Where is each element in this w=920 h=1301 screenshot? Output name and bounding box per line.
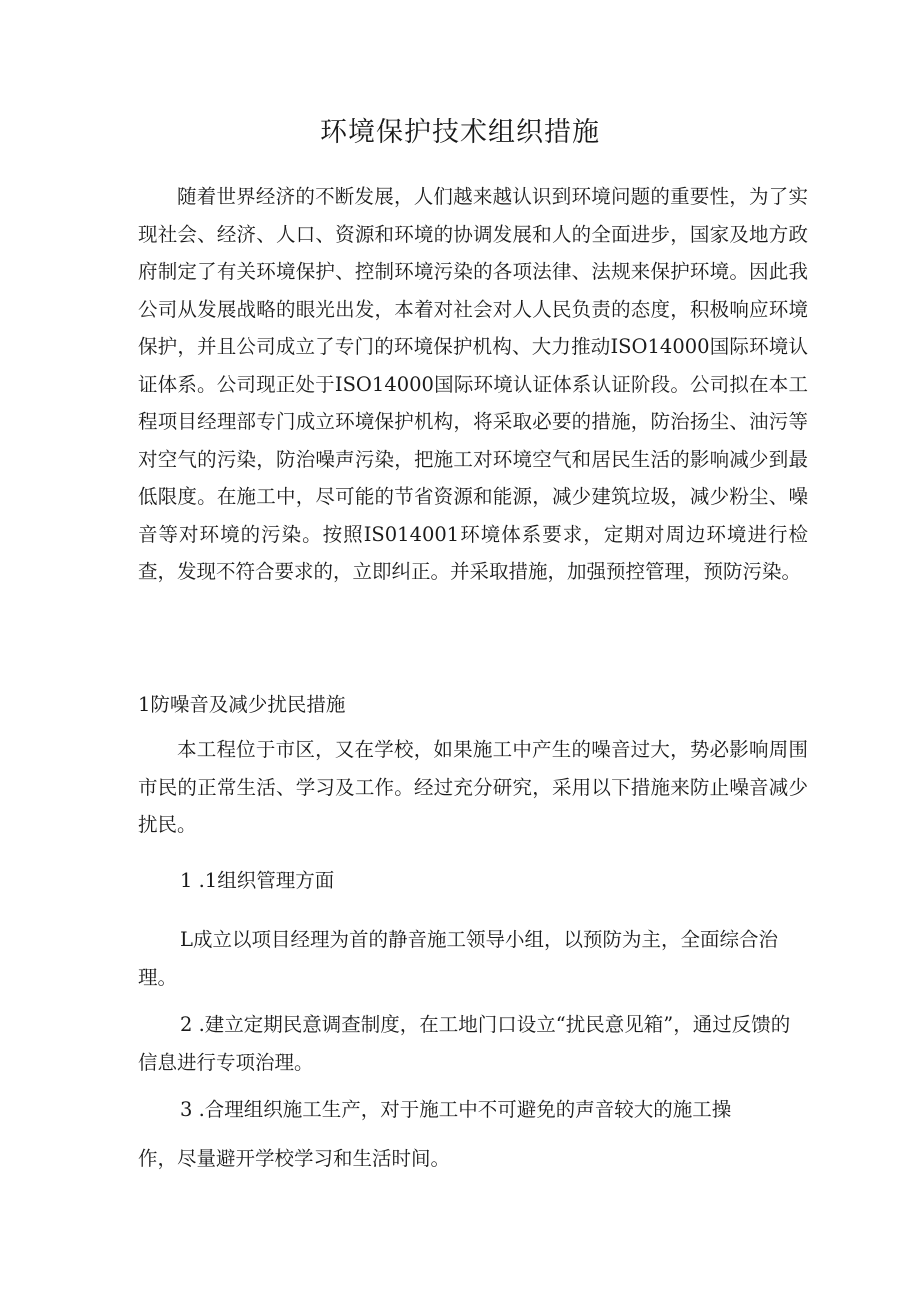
list-item-line: 作，尽量避开学校学习和生活时间。 [138, 1146, 451, 1170]
intro-paragraph: 随着世界经济的不断发展，人们越来越认识到环境问题的重要性，为了实现社会、经济、人口、资源和环境的协调发展和人的全面进步，国家及地方政府制定了有关环境保护、控制环境污染的各项法律、法规来保护环境。因此我公司从发展战略的眼光出发，本着对社会对人人民负责的态度，积极响应环境保护，并且公司成立了专门的环境保护机构、大力推动ISO14000国际环境认证体系。公司现正处于ISO14000国际环境认证体系认证阶段。公司拟在本工程项目经理部专门成立环境保护机构，将采取必要的措施，防治扬尘、油污等对空气的污染，防治噪声污染，把施工对环境空气和居民生活的影响减少到最低限度。在施工中，尽可能的节省资源和能源，减少建筑垃圾，减少粉尘、噪音等对环境的污染。按照IS014001环境体系要求，定期对周边环境进行检查，发现不符合要求的，立即纠正。并采取措施，加强预控管理，预防污染。 [138, 185, 808, 583]
document-title: 环境保护技术组织措施 [320, 117, 600, 148]
section-heading-noise: 1防噪音及减少扰民措施 [138, 693, 346, 716]
list-item-line: 3 .合理组织施工生产，对于施工中不可避免的声音较大的施工操 [180, 1098, 732, 1121]
list-item: 2 .建立定期民意调查制度，在工地门口设立“扰民意见箱”，通过反馈的信息进行专项治理。 [138, 1013, 791, 1074]
list-item [138, 1091, 808, 1177]
noise-paragraph: 本工程位于市区，又在学校，如果施工中产生的噪音过大，势必影响周围市民的正常生活、学习及工作。经过充分研究，采用以下措施来防止噪音减少扰民。 [138, 738, 808, 836]
subsection-heading-management: 1 .1组织管理方面 [180, 869, 335, 892]
list-item: L成立以项目经理为首的静音施工领导小组，以预防为主，全面综合治理。 [138, 928, 778, 989]
